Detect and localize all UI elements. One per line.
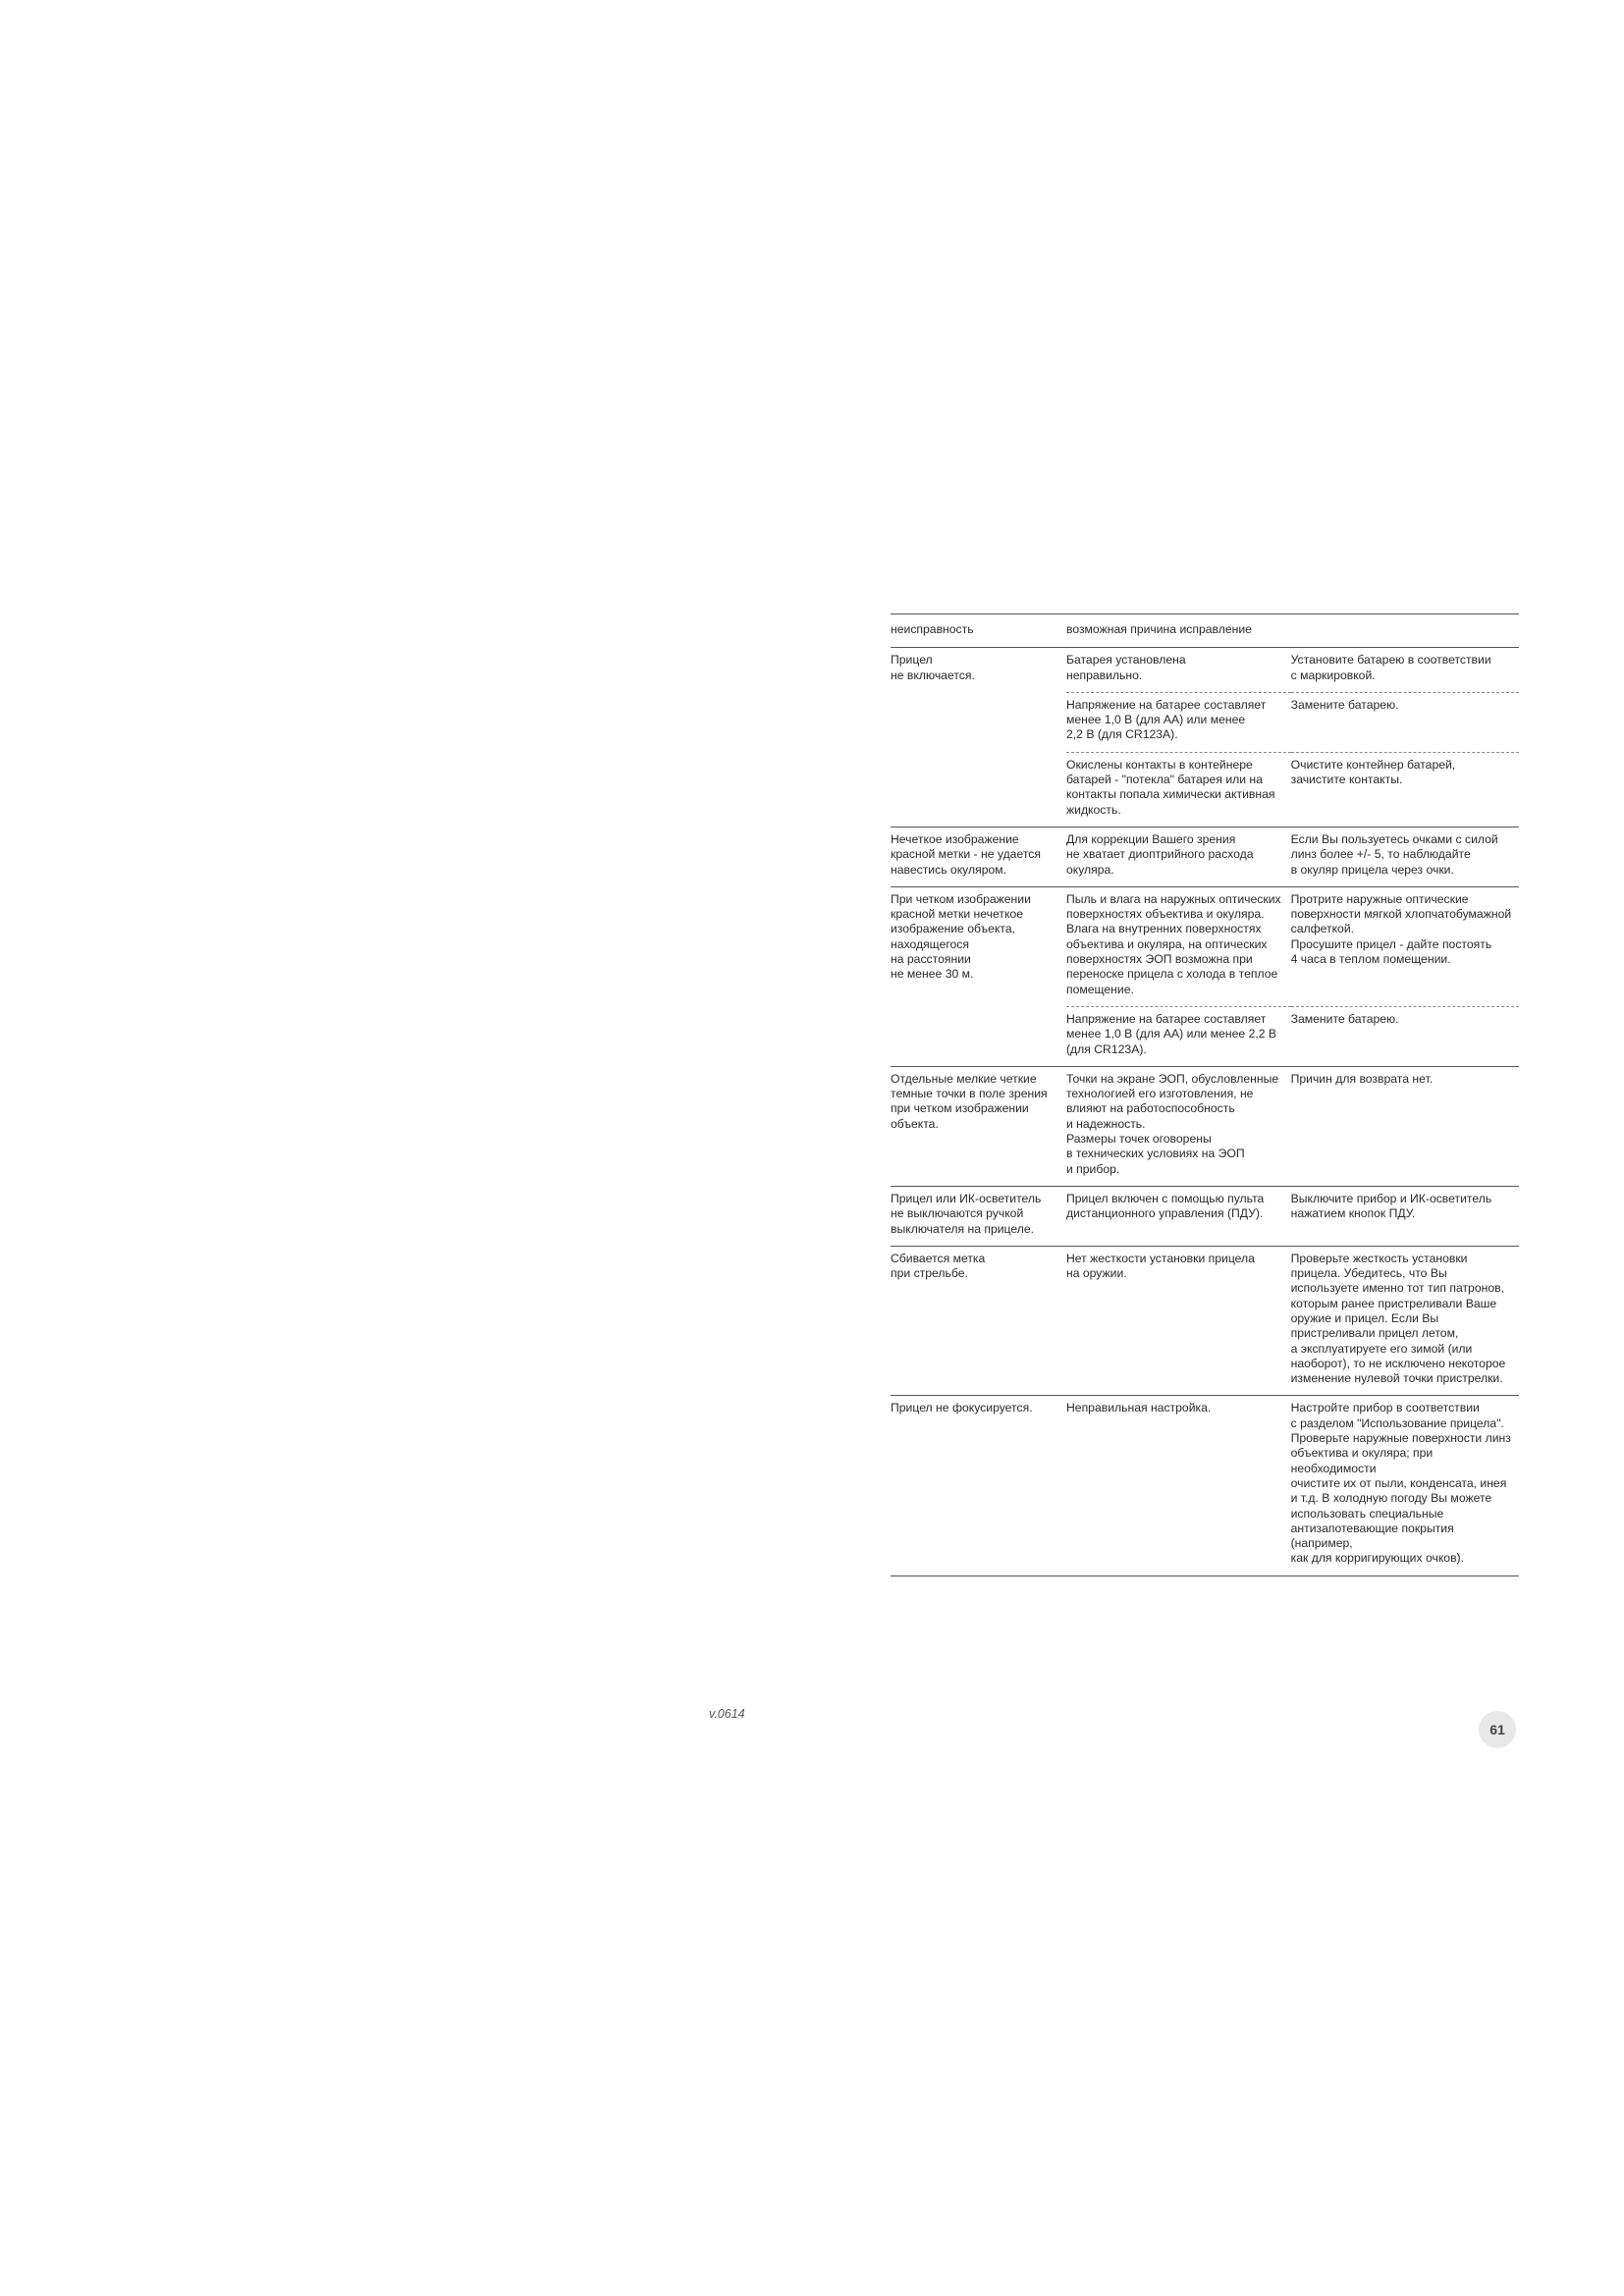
fix-text: Проверьте жесткость установки прицела. Убедитесь, что Вы используете именно тот тип патронов, которым ранее пристреливали Ваше оружие и прицел. Если Вы пристреливали прицел летом, а эксплуатируете его зимой (или наоборот), то не исключено некоторое изменение нулевой точки пристрелки. — [1290, 1251, 1506, 1386]
cause-text: Напряжение на батарее составляет менее 1,0 В (для АА) или менее 2,2 В (для CR123А). — [1065, 1011, 1277, 1056]
cause-text: Нет жесткости установки прицела на оружии. — [1065, 1251, 1255, 1281]
table-body — [891, 648, 1519, 1575]
table-row — [891, 648, 1519, 693]
table-row — [891, 1396, 1519, 1575]
fix-text: Настройте прибор в соответствии с разделом "Использование прицела". Проверьте наружные поверхности линз объектива и окуляра; при необходимости очистите их от пыли, конденсата, инея и т.д. В холодную погоду Вы можете использовать специальные антизапотевающие покрытия (например, как для корригирующих очков). — [1290, 1401, 1511, 1566]
problem-cell — [891, 886, 1066, 1066]
table-row — [891, 1186, 1519, 1246]
cause-cell — [1066, 1246, 1291, 1396]
problem-text: Отдельные мелкие четкие темные точки в поле зрения при четком изображении объекта. — [891, 1071, 1048, 1131]
fix-cell — [1291, 1006, 1519, 1066]
fix-cell — [1291, 692, 1519, 752]
cause-text: Неправильная настройка. — [1065, 1401, 1212, 1415]
table-row — [891, 886, 1519, 1006]
table-row — [891, 1066, 1519, 1186]
fix-cell — [1291, 1396, 1519, 1575]
fix-text: Протрите наружные оптические поверхности мягкой хлопчатобумажной салфеткой. Просушите прицел - дайте постоять 4 часа в теплом помещении. — [1290, 891, 1512, 967]
fix-text: Замените батарею. — [1290, 1011, 1399, 1026]
fix-cell — [1291, 827, 1519, 886]
problem-text: При четком изображении красной метки нечеткое изображение объекта, находящегося на расстоянии не менее 30 м. — [891, 891, 1031, 982]
problem-text: Прицел не фокусируется. — [891, 1401, 1033, 1415]
problem-cell — [891, 648, 1066, 828]
problem-cell — [891, 1066, 1066, 1186]
fix-text: Очистите контейнер батарей, зачистите контакты. — [1290, 757, 1456, 787]
cause-cell — [1066, 1186, 1291, 1246]
cause-cell — [1066, 1006, 1291, 1066]
page-number: 61 — [1479, 1711, 1516, 1748]
cause-text: Прицел включен с помощью пульта дистанционного управления (ПДУ). — [1065, 1191, 1265, 1221]
cause-cell — [1066, 886, 1291, 1006]
fix-cell — [1291, 1186, 1519, 1246]
document-version: v.0614 — [709, 1707, 745, 1721]
table-row — [891, 827, 1519, 886]
fix-cell — [1291, 752, 1519, 827]
problem-text: Нечеткое изображение красной метки - не удается навестись окуляром. — [891, 831, 1041, 877]
fix-text: Замените батарею. — [1290, 697, 1399, 712]
cause-text: Для коррекции Вашего зрения не хватает диоптрийного расхода окуляра. — [1065, 831, 1254, 877]
cause-cell — [1066, 1066, 1291, 1186]
problem-text: Прицел не включается. — [891, 653, 975, 682]
fix-cell — [1291, 886, 1519, 1006]
fix-text: Установите батарею в соответствии с маркировкой. — [1290, 653, 1491, 682]
cause-text: Пыль и влага на наружных оптических поверхностях объектива и окуляра. Влага на внутренних поверхностях объектива и окуляра, на оптических поверхностях ЭОП возможна при переноске прицела с холода в теплое помещение. — [1065, 891, 1281, 996]
problem-cell — [891, 1186, 1066, 1246]
header-problem: неисправность — [891, 622, 974, 636]
cause-text: Батарея установлена неправильно. — [1065, 653, 1186, 682]
problem-cell — [891, 1396, 1066, 1575]
table-header-row — [891, 614, 1519, 648]
fix-cell — [1291, 648, 1519, 693]
fix-cell — [1291, 1066, 1519, 1186]
cause-cell — [1066, 692, 1291, 752]
cause-cell — [1066, 1396, 1291, 1575]
fix-text: Выключите прибор и ИК-осветитель нажатием кнопок ПДУ. — [1290, 1191, 1492, 1221]
cause-cell — [1066, 752, 1291, 827]
fix-text: Если Вы пользуетесь очками с силой линз более +/- 5, то наблюдайте в окуляр прицела через очки. — [1290, 831, 1498, 877]
cause-cell — [1066, 827, 1291, 886]
problem-text: Сбивается метка при стрельбе. — [891, 1251, 986, 1281]
fix-text: Причин для возврата нет. — [1290, 1071, 1434, 1086]
header-cause: возможная причина исправление — [1065, 622, 1252, 636]
cause-cell — [1066, 648, 1291, 693]
cause-text: Точки на экране ЭОП, обусловленные технологией его изготовления, не влияют на работоспособность и надежность. Размеры точек оговорены в технических условиях на ЭОП и прибор. — [1065, 1071, 1279, 1176]
cause-text: Окислены контакты в контейнере батарей - "потекла" батарея или на контакты попала химически активная жидкость. — [1065, 757, 1275, 817]
fix-cell — [1291, 1246, 1519, 1396]
problem-cell — [891, 827, 1066, 886]
problem-cell — [891, 1246, 1066, 1396]
cause-text: Напряжение на батарее составляет менее 1,0 В (для АА) или менее 2,2 В (для CR123А). — [1065, 697, 1267, 742]
troubleshooting-table — [891, 614, 1519, 1576]
header-fix — [1291, 614, 1519, 648]
problem-text: Прицел или ИК-осветитель не выключаются ручкой выключателя на прицеле. — [891, 1191, 1042, 1236]
table-row — [891, 1246, 1519, 1396]
